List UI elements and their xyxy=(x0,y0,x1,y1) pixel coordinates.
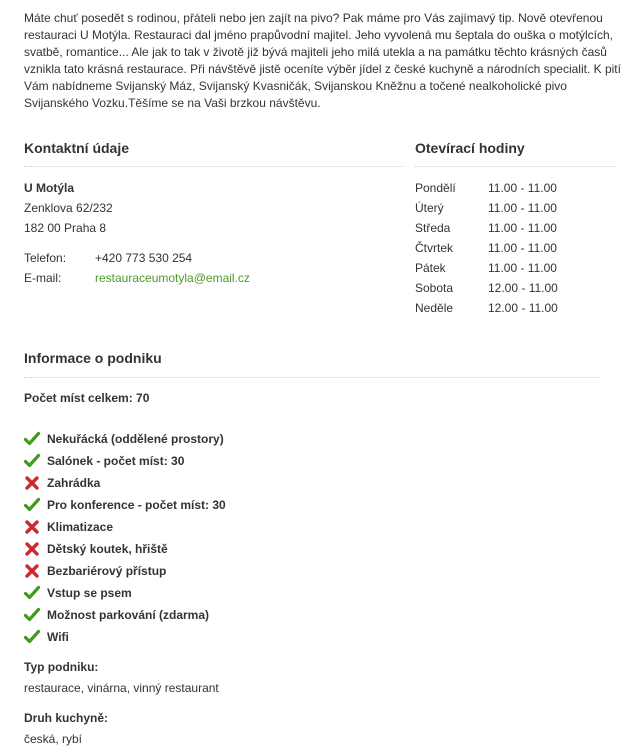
capacity-text: Počet míst celkem: 70 xyxy=(24,391,150,405)
cuisine-value: česká, rybí xyxy=(24,732,83,746)
hours-day: Úterý xyxy=(415,201,444,215)
hours-row xyxy=(415,201,615,221)
info-divider xyxy=(24,377,600,378)
hours-time: 12.00 - 11.00 xyxy=(488,281,558,295)
hours-row xyxy=(415,281,615,301)
feature-label: Vstup se psem xyxy=(47,586,132,600)
cross-icon xyxy=(24,519,40,535)
check-icon xyxy=(24,497,40,513)
hours-day: Středa xyxy=(415,221,451,235)
phone-label: Telefon: xyxy=(24,251,67,265)
check-icon xyxy=(24,431,40,447)
hours-time: 11.00 - 11.00 xyxy=(488,221,557,235)
hours-day: Neděle xyxy=(415,301,454,315)
hours-day: Pondělí xyxy=(415,181,456,195)
contact-title: Kontaktní údaje xyxy=(24,140,130,156)
feature-label: Možnost parkování (zdarma) xyxy=(47,608,210,622)
hours-row xyxy=(415,261,615,281)
hours-time: 11.00 - 11.00 xyxy=(488,181,557,195)
hours-row xyxy=(415,181,615,201)
info-title: Informace o podniku xyxy=(24,350,162,366)
type-label: Typ podniku: xyxy=(24,660,99,674)
check-icon xyxy=(24,607,40,623)
feature-label: Pro konference - počet míst: 30 xyxy=(47,498,226,512)
hours-title: Otevírací hodiny xyxy=(415,140,525,156)
contact-divider xyxy=(24,166,404,167)
hours-row xyxy=(415,241,615,261)
check-icon xyxy=(24,585,40,601)
hours-row xyxy=(415,221,615,241)
restaurant-name: U Motýla xyxy=(24,181,75,195)
hours-divider xyxy=(415,166,615,167)
feature-label: Salónek - počet míst: 30 xyxy=(47,454,185,468)
check-icon xyxy=(24,629,40,645)
feature-label: Zahrádka xyxy=(47,476,101,490)
type-value: restaurace, vinárna, vinný restaurant xyxy=(24,681,219,695)
email-link[interactable]: restauraceumotyla@email.cz xyxy=(95,271,250,285)
cuisine-label: Druh kuchyně: xyxy=(24,711,109,725)
feature-label: Dětský koutek, hřiště xyxy=(47,542,168,556)
feature-label: Wifi xyxy=(47,630,69,644)
feature-label: Bezbariérový přístup xyxy=(47,564,167,578)
hours-day: Sobota xyxy=(415,281,454,295)
cross-icon xyxy=(24,563,40,579)
cross-icon xyxy=(24,475,40,491)
address-street: Zenklova 62/232 xyxy=(24,201,113,215)
feature-label: Klimatizace xyxy=(47,520,114,534)
address-city: 182 00 Praha 8 xyxy=(24,221,107,235)
hours-day: Pátek xyxy=(415,261,446,275)
hours-time: 12.00 - 11.00 xyxy=(488,301,558,315)
check-icon xyxy=(24,453,40,469)
cross-icon xyxy=(24,541,40,557)
feature-label: Nekuřácká (oddělené prostory) xyxy=(47,432,224,446)
hours-time: 11.00 - 11.00 xyxy=(488,261,557,275)
hours-time: 11.00 - 11.00 xyxy=(488,201,557,215)
intro-text: Máte chuť posedět s rodinou, přáteli nebo jen zajít na pivo? Pak máme pro Vás zajímavý tip. Nově otevřenou restauraci U Motýla. Restauraci dal jméno prapůvodní majitel. Jeho vyvolená mu šeptala do ouška o motýlcích, svatbě, romantice... Ale jak to tak v životě již bývá majiteli jeho milá utekla a na památku těchto krásných časů vznikla tato krásná restaurace. Při návštěvě jistě oceníte výběr jídel z české kuchyně a národních specialit. K pití Vám nabídneme Svijanský Máz, Svijanský Kvasničák, Svijanskou Kněžnu a točené nealkoholické pivo Svijanského Vozku.Těšíme se na Vaši brzkou návštěvu. xyxy=(24,11,621,110)
hours-time: 11.00 - 11.00 xyxy=(488,241,557,255)
hours-day: Čtvrtek xyxy=(415,241,454,255)
email-label: E-mail: xyxy=(24,271,62,285)
phone-value: +420 773 530 254 xyxy=(95,251,193,265)
hours-row xyxy=(415,301,615,321)
